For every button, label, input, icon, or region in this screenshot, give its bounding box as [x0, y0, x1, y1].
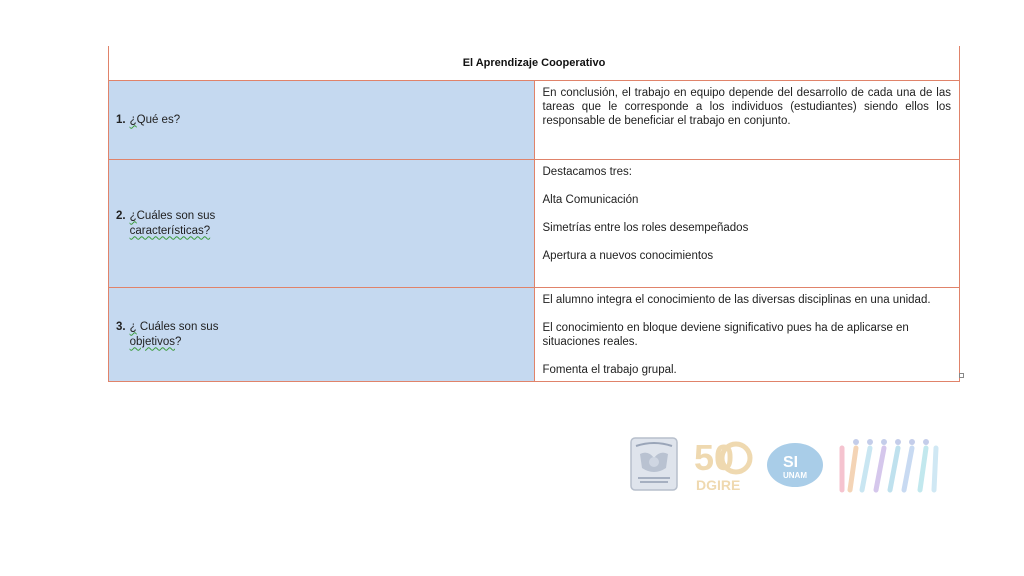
answer-paragraph: Alta Comunicación: [542, 194, 639, 206]
question-cell[interactable]: [109, 81, 535, 160]
si-unam-logo: [766, 440, 824, 490]
question-text: [130, 209, 222, 239]
table-resize-handle[interactable]: [959, 373, 964, 378]
question-number: 2.: [116, 209, 126, 222]
question-part: ¿: [129, 113, 137, 126]
table-title: El Aprendizaje Cooperativo: [109, 46, 960, 81]
question-number: 1.: [116, 113, 126, 126]
answer-cell[interactable]: [534, 160, 960, 288]
question-part: Cuáles son sus: [136, 209, 216, 222]
question-cell[interactable]: [109, 288, 535, 382]
question-number: 3.: [116, 320, 126, 333]
si-text: SI: [783, 454, 799, 471]
cooperative-learning-table[interactable]: [108, 46, 960, 382]
question-part: objetivos: [129, 335, 175, 348]
question-text: [130, 320, 230, 350]
dgire-50-logo: [692, 436, 756, 494]
answer-paragraph: El alumno integra el conocimiento de las diversas disciplinas en una unidad.: [542, 294, 931, 306]
answer-paragraph: El conocimiento en bloque deviene significativo pues ha de aplicarse en situaciones reales.: [542, 322, 909, 348]
rainbow-stripes-logo: [836, 436, 942, 494]
dgire-text: DGIRE: [696, 477, 741, 493]
answer-cell[interactable]: [534, 81, 960, 160]
question-part: Qué es?: [136, 113, 181, 126]
answer-paragraph: Simetrías entre los roles desempeñados: [542, 222, 749, 234]
question-part: ?: [174, 335, 182, 348]
answer-paragraph: Destacamos tres:: [542, 166, 632, 178]
unam-text: UNAM: [783, 471, 807, 480]
answer-paragraph: Apertura a nuevos conocimientos: [542, 250, 714, 262]
answer-cell[interactable]: [534, 288, 960, 382]
unam-seal-logo: [628, 434, 680, 494]
dgire-number: 50: [694, 437, 735, 478]
table-row: [109, 288, 960, 382]
question-part: ¿: [129, 209, 137, 222]
answer-paragraph: Fomenta el trabajo grupal.: [542, 364, 677, 376]
answer-paragraph: En conclusión, el trabajo en equipo depende del desarrollo de cada una de las tareas que le corresponde a los individuos (estudiantes) siendo ellos los responsable de beneficiar el trabajo en conjunto.: [542, 87, 951, 127]
table-row: [109, 81, 960, 160]
question-part: características?: [129, 224, 211, 237]
table-row: [109, 160, 960, 288]
question-text: [130, 113, 181, 128]
question-cell[interactable]: [109, 160, 535, 288]
question-part: Cuáles son sus: [136, 320, 219, 333]
question-part: ¿: [129, 320, 137, 333]
